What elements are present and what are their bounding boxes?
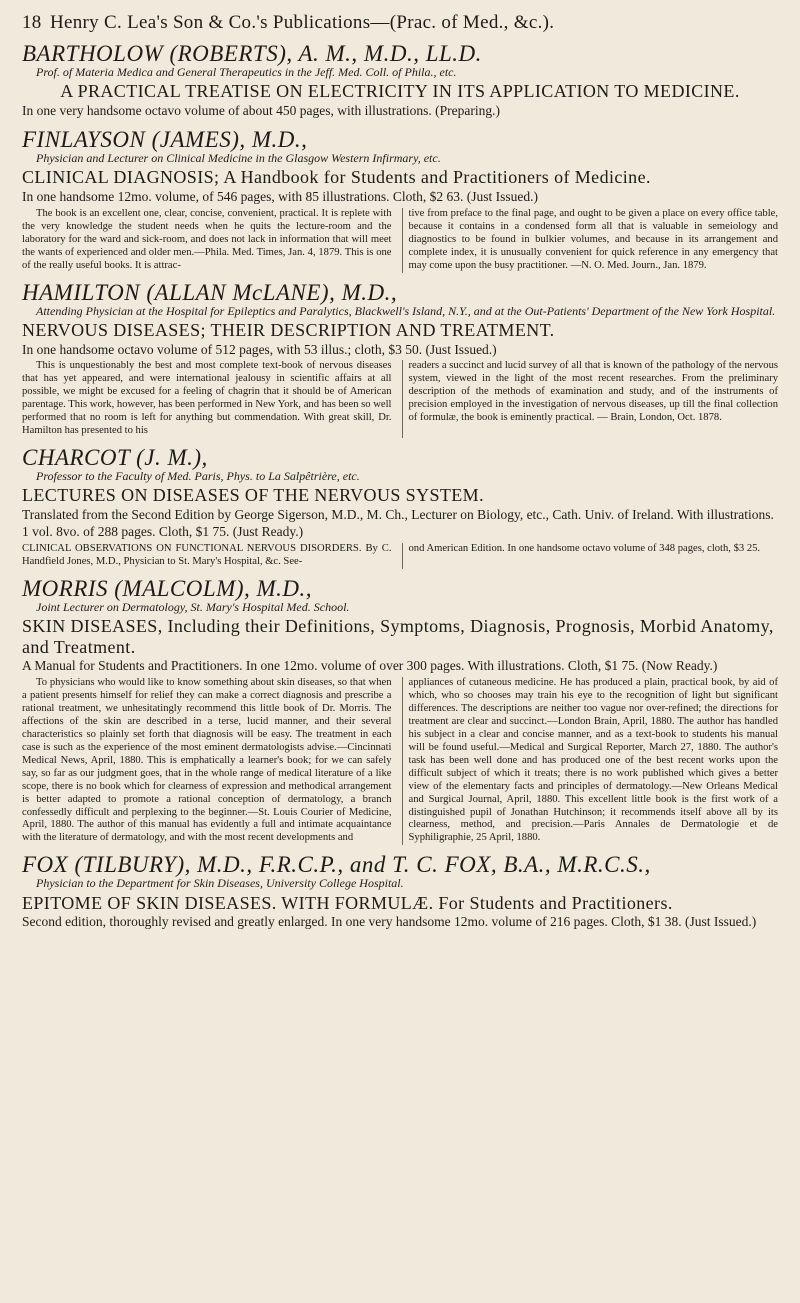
author-credential: Joint Lecturer on Dermatology, St. Mary's Hospital Med. School. xyxy=(36,599,350,614)
author-heading: FINLAYSON (JAMES), M.D., xyxy=(22,126,308,152)
listing-text: CLINICAL OBSERVATIONS ON FUNCTIONAL NERVOUS DISORDERS. By C. Handfield Jones, M.D., Physician to St. Mary's Hospital, &c. See- xyxy=(22,542,392,567)
book-title: SKIN DISEASES, Including their Definitions, Symptoms, Diagnosis, Prognosis, Morbid Anatomy, and Treatment. xyxy=(22,616,774,657)
listing-column-right xyxy=(402,543,779,569)
book-details: In one handsome octavo volume of 512 pages, with 53 illus.; cloth, $3 50. (Just Issued.) xyxy=(22,341,497,357)
author-heading: CHARCOT (J. M.), xyxy=(22,445,208,470)
listing-column-left xyxy=(22,543,392,569)
review-text: This is unquestionably the best and most complete text-book of nervous diseases that has yet appeared, and were international jealousy in scientific affairs at all possible, we might be excused for a feeling of chagrin that it should be of American parentage. This work, however, has been performed in New York, and has been so well performed that no room is left for anything but commendation. With great skill, Dr. Hamilton has presented to his xyxy=(22,360,392,437)
listing-text: ond American Edition. In one handsome octavo volume of 348 pages, cloth, $3 25. xyxy=(408,542,761,554)
author-heading: BARTHOLOW (ROBERTS), A. M., M.D., LL.D. xyxy=(22,41,482,66)
author-credential: Physician to the Department for Skin Diseases, University College Hospital. xyxy=(36,876,404,891)
author-heading: MORRIS (MALCOLM), M.D., xyxy=(22,575,313,601)
reviews xyxy=(22,360,778,438)
entry-fox xyxy=(22,853,778,931)
author-credential: Attending Physician at the Hospital for Epileptics and Paralytics, Blackwell's Island, N.Y., and at the Out-Patients' Department of the New York Hospital. xyxy=(36,303,776,318)
review-text: readers a succinct and lucid survey of all that is known of the pathology of the nervous system, viewed in the light of the most recent researches. From the preliminary description of the methods of examination and study, and of the instruments of precision employed in the investigation of nervous diseases, up till the final collection of formulæ, the book is eminently practical. — Brain, London, Oct. 1878. xyxy=(408,360,778,424)
book-title: LECTURES ON DISEASES OF THE NERVOUS SYSTEM. xyxy=(22,485,484,506)
book-details: In one handsome 12mo. volume, of 546 pages, with 85 illustrations. Cloth, $2 63. (Just Issued.) xyxy=(22,189,538,205)
review-text: appliances of cutaneous medicine. He has produced a plain, practical book, by aid of which, who so chooses may train his eye to the recognition of light but significant differences. The descriptions are neither too vague nor over-refined; the directions for treatment are clear and succinct.—London Brain, April, 1880. The author has handled his subject in a clear and concise manner, and as a text-book to students his manual will be found useful.—Medical and Surgical Reporter, March 27, 1880. The author's task has been well done and has produced one of the best recent works upon the difficult subject of which it treats; there is no work published which gives a better view of the elementary facts and principles of dermatology.—New Orleans Medical and Surgical Journal, April, 1880. This excellent little book is the first work of a distinguished pupil of Jonathan Hutchinson; it recommends itself above all by its clearness, method, and precision.—Paris Annales de Dermatologie et de Syphiligraphie, 25 April, 1880. xyxy=(408,677,778,844)
review-column-right xyxy=(402,208,779,273)
entry-bartholow xyxy=(22,42,778,120)
book-details: In one very handsome octavo volume of about 450 pages, with illustrations. (Preparing.) xyxy=(22,103,501,119)
entry-morris xyxy=(22,577,778,846)
review-text: The book is an excellent one, clear, concise, convenient, practical. It is replete with the very knowledge the student needs when he quits the lecture-room and the laboratory for the ward and sick-room, and does not lack in information that will meet the wants of experienced and older men.—Phila. Med. Times, Jan. 4, 1879. This is one of the really useful books. It is attrac- xyxy=(22,207,392,271)
author-credential: Professor to the Faculty of Med. Paris, Phys. to La Salpêtrière, etc. xyxy=(36,469,360,483)
entry-finlayson xyxy=(22,128,778,273)
reviews xyxy=(22,208,778,273)
author-credential: Physician and Lecturer on Clinical Medicine in the Glasgow Western Infirmary, etc. xyxy=(36,150,441,165)
review-text: To physicians who would like to know something about skin diseases, so that when a patient presents himself for relief they can make a correct diagnosis and prescribe a rational treatment, we unhesitatingly recommend this little book of Dr. Morris. The affections of the skin are described in a terse, lucid manner, and their several characteristics so plainly set forth that diagnosis will be easy. The treatment in each case is such as the experience of the most eminent dermatologists advise.—Cincinnati Medical News, April, 1880. This is emphatically a learner's book; for we can safely say, so far as our judgment goes, that in the whole range of medical literature of a like scope, there is no book which for clearness of expression and methodical arrangement is better adapted to promote a rational conception of dermatology, a branch confessedly difficult and perplexing to the beginner.—St. Louis Courier of Medicine, April, 1880. The author of this manual has evidently a full and intimate acquaintance with the literature of dermatology, and with the most recent developments and xyxy=(22,677,392,844)
entry-hamilton xyxy=(22,281,778,438)
review-column-left xyxy=(22,360,392,438)
author-credential: Prof. of Materia Medica and General Therapeutics in the Jeff. Med. Coll. of Phila., etc. xyxy=(36,65,457,79)
author-heading: HAMILTON (ALLAN McLANE), M.D., xyxy=(22,279,398,305)
reviews xyxy=(22,677,778,845)
review-column-right xyxy=(402,677,779,845)
running-title: Henry C. Lea's Son & Co.'s Publications—(Prac. of Med., &c.). xyxy=(50,12,555,33)
review-text: tive from preface to the final page, and ought to be given a place on every office table, because it contains in a condensed form all that is valuable in semeiology and diagnostics to be found in bulkier volumes, and because in its arrangement and complete index, it is unusually convenient for quick reference in any emergency that may come upon the busy practitioner. —N. O. Med. Journ., Jan. 1879. xyxy=(408,207,778,271)
book-title: EPITOME OF SKIN DISEASES. WITH FORMULÆ. For Students and Practitioners. xyxy=(22,892,673,913)
author-heading: FOX (TILBURY), M.D., F.R.C.P., and T. C. FOX, B.A., M.R.C.S., xyxy=(22,852,651,878)
running-head xyxy=(22,12,778,34)
review-column-left xyxy=(22,208,392,273)
review-column-left xyxy=(22,677,392,845)
book-details: Translated from the Second Edition by George Sigerson, M.D., M. Ch., Lecturer on Biology, etc., Cath. Univ. of Ireland. With illustrations. 1 vol. 8vo. of 288 pages. Cloth, $1 75. (Just Ready.) xyxy=(22,507,774,539)
related-listing xyxy=(22,543,778,569)
book-title: CLINICAL DIAGNOSIS; A Handbook for Students and Practitioners of Medicine. xyxy=(22,167,651,188)
review-column-right xyxy=(402,360,779,438)
entry-charcot xyxy=(22,446,778,569)
book-details: Second edition, thoroughly revised and greatly enlarged. In one very handsome 12mo. volume of 216 pages. Cloth, $1 38. (Just Issued.) xyxy=(22,914,757,930)
book-details: A Manual for Students and Practitioners. In one 12mo. volume of over 300 pages. With illustrations. Cloth, $1 75. (Now Ready.) xyxy=(22,658,718,674)
book-title: NERVOUS DISEASES; THEIR DESCRIPTION AND TREATMENT. xyxy=(22,319,555,340)
book-title: A PRACTICAL TREATISE ON ELECTRICITY IN ITS APPLICATION TO MEDICINE. xyxy=(60,81,740,102)
page-number: 18 xyxy=(22,12,42,33)
